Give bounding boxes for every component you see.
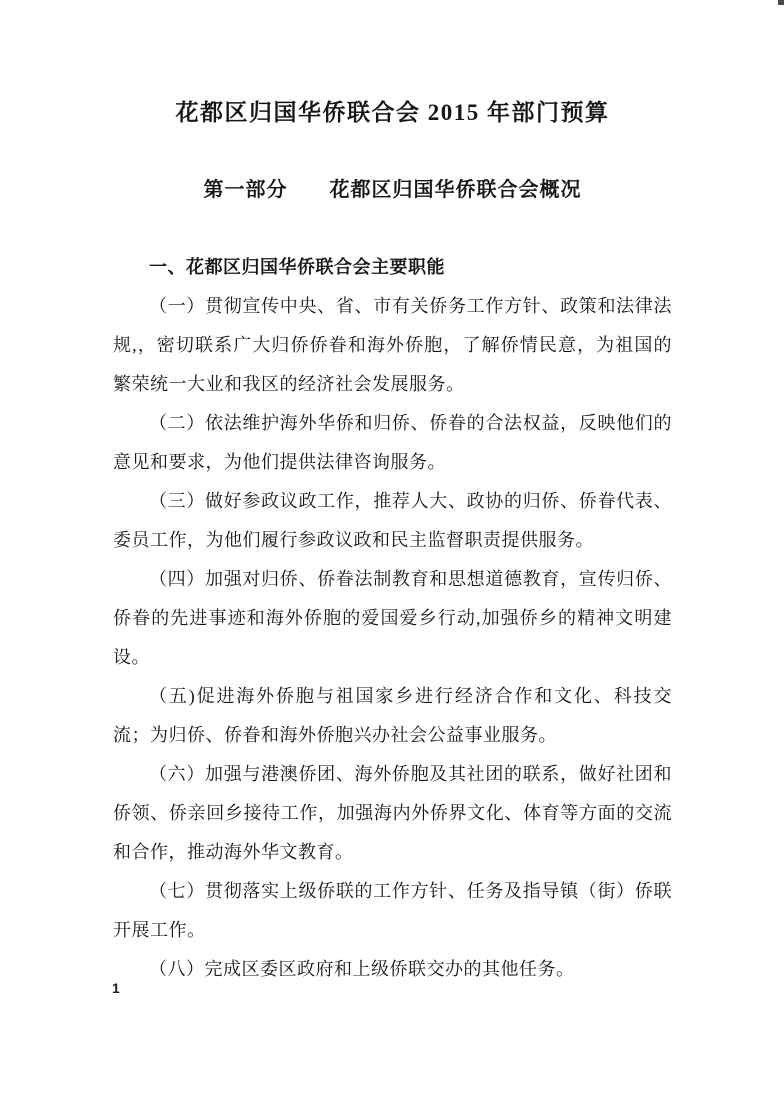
paragraph-item-7: （七）贯彻落实上级侨联的工作方针、任务及指导镇（街）侨联开展工作。 [113,881,672,940]
section-heading: 第一部分 花都区归国华侨联合会概况 [203,179,582,201]
paragraph-item-3: （三）做好参政议政工作，推荐人大、政协的归侨、侨眷代表、委员工作，为他们履行参政议政和民主监督职责提供服务。 [113,491,672,550]
scan-artifact-corner-mark [778,0,784,5]
paragraph-item-2: （二）依法维护海外华侨和归侨、侨眷的合法权益，反映他们的意见和要求，为他们提供法律咨询服务。 [113,413,672,472]
paragraph-item-4: （四）加强对归侨、侨眷法制教育和思想道德教育，宣传归侨、侨眷的先进事迹和海外侨胞的爱国爱乡行动,加强侨乡的精神文明建设。 [113,569,672,667]
paragraph-item-6: （六）加强与港澳侨团、海外侨胞及其社团的联系，做好社团和侨领、侨亲回乡接待工作，加强海内外侨界文化、体育等方面的交流和合作，推动海外华文教育。 [113,764,672,862]
paragraph-item-5: （五)促进海外侨胞与祖国家乡进行经济合作和文化、科技交流；为归侨、侨眷和海外侨胞兴办社会公益事业服务。 [113,686,672,745]
page-number: 1 [112,980,120,996]
subsection-heading: 一、花都区归国华侨联合会主要职能 [149,257,445,277]
document-title: 花都区归国华侨联合会 2015 年部门预算 [175,100,610,125]
document-body [113,248,672,989]
paragraph-item-8: （八）完成区委区政府和上级侨联交办的其他任务。 [149,959,575,979]
paragraph-item-1: （一）贯彻宣传中央、省、市有关侨务工作方针、政策和法律法规,，密切联系广大归侨侨眷和海外侨胞，了解侨情民意，为祖国的繁荣统一大业和我区的经济社会发展服务。 [113,296,672,394]
